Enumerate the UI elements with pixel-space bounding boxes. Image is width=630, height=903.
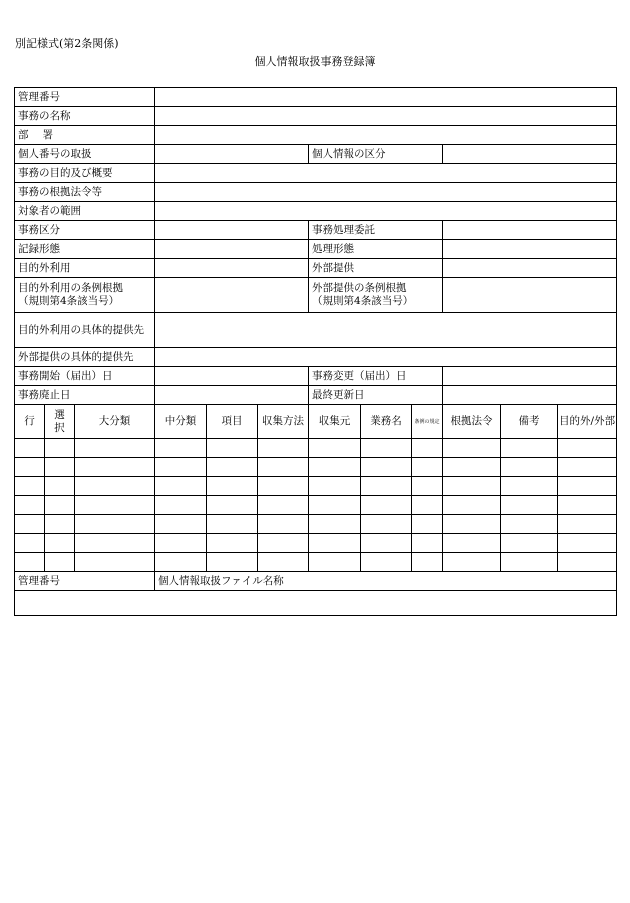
grid-cell[interactable]	[501, 458, 558, 477]
grid-cell[interactable]	[361, 439, 412, 458]
grid-row	[15, 553, 617, 572]
value-non-purpose-basis[interactable]	[155, 278, 309, 313]
value-management-number[interactable]	[155, 88, 617, 107]
grid-body	[15, 439, 617, 572]
grid-cell[interactable]	[309, 496, 361, 515]
row-department	[15, 126, 617, 145]
grid-cell[interactable]	[45, 477, 75, 496]
row-non-purpose-recipients	[15, 313, 617, 348]
label-department	[15, 126, 155, 145]
label-external-recipients: 外部提供の具体的提供先	[15, 348, 155, 367]
row-task-name	[15, 107, 617, 126]
grid-cell[interactable]	[309, 439, 361, 458]
row-purpose	[15, 164, 617, 183]
label-management-number: 管理番号	[15, 88, 155, 107]
label-task-category: 事務区分	[15, 221, 155, 240]
grid-cell[interactable]	[45, 458, 75, 477]
label-processing-format: 処理形態	[309, 240, 443, 259]
grid-cell[interactable]	[558, 534, 617, 553]
grid-cell[interactable]	[155, 496, 207, 515]
grid-cell[interactable]	[258, 553, 309, 572]
label-non-purpose-basis	[15, 278, 155, 313]
value-target-scope[interactable]	[155, 202, 617, 221]
label-end-date: 事務廃止日	[15, 386, 155, 405]
grid-cell[interactable]	[412, 477, 443, 496]
value-purpose-overview[interactable]	[155, 164, 617, 183]
grid-cell[interactable]	[558, 439, 617, 458]
value-change-date[interactable]	[443, 367, 617, 386]
label-non-purpose-recipients: 目的外利用の具体的提供先	[15, 313, 155, 348]
grid-cell[interactable]	[155, 553, 207, 572]
value-end-date[interactable]	[155, 386, 309, 405]
label-file-name: 個人情報取扱ファイル名称	[155, 572, 617, 591]
value-legal-basis[interactable]	[155, 183, 617, 202]
grid-cell[interactable]	[558, 515, 617, 534]
grid-cell[interactable]	[361, 534, 412, 553]
grid-cell[interactable]	[443, 534, 501, 553]
grid-cell[interactable]	[309, 534, 361, 553]
grid-cell[interactable]	[45, 515, 75, 534]
row-management-number	[15, 88, 617, 107]
grid-cell[interactable]	[361, 477, 412, 496]
grid-cell[interactable]	[155, 477, 207, 496]
grid-cell[interactable]	[75, 534, 155, 553]
value-file-name[interactable]	[15, 591, 617, 616]
grid-cell[interactable]	[309, 477, 361, 496]
grid-cell[interactable]	[155, 439, 207, 458]
label-non-purpose-basis-line2: （規則第4条該当号）	[18, 295, 120, 307]
label-target-scope: 対象者の範囲	[15, 202, 155, 221]
grid-row	[15, 496, 617, 515]
grid-cell[interactable]	[558, 458, 617, 477]
grid-cell[interactable]	[45, 534, 75, 553]
grid-cell[interactable]	[361, 553, 412, 572]
grid-cell[interactable]	[443, 496, 501, 515]
grid-cell[interactable]	[15, 534, 45, 553]
grid-cell[interactable]	[155, 534, 207, 553]
row-target-scope	[15, 202, 617, 221]
grid-row	[15, 458, 617, 477]
row-end-dates	[15, 386, 617, 405]
value-department[interactable]	[155, 126, 617, 145]
label-external-basis-line2: （規則第4条該当号）	[312, 295, 414, 307]
col-header-row: 行	[15, 405, 45, 439]
row-footer-values	[15, 591, 617, 616]
document-title: 個人情報取扱事務登録簿	[254, 55, 376, 68]
grid-cell[interactable]	[15, 553, 45, 572]
label-footer-management-number: 管理番号	[15, 572, 155, 591]
grid-cell[interactable]	[412, 515, 443, 534]
grid-cell[interactable]	[75, 553, 155, 572]
value-non-purpose-use[interactable]	[155, 259, 309, 278]
grid-cell[interactable]	[15, 477, 45, 496]
grid-cell[interactable]	[361, 515, 412, 534]
col-header-item: 項目	[207, 405, 258, 439]
value-start-date[interactable]	[155, 367, 309, 386]
row-record-format	[15, 240, 617, 259]
label-department-part2: 署	[42, 128, 53, 141]
label-external-basis	[309, 278, 443, 313]
label-last-updated: 最終更新日	[309, 386, 443, 405]
row-my-number	[15, 145, 617, 164]
col-header-remarks: 備考	[501, 405, 558, 439]
value-task-name[interactable]	[155, 107, 617, 126]
grid-cell[interactable]	[207, 458, 258, 477]
label-legal-basis: 事務の根拠法令等	[15, 183, 155, 202]
grid-cell[interactable]	[15, 515, 45, 534]
label-non-purpose-basis-line1: 目的外利用の条例根拠	[18, 282, 123, 294]
grid-cell[interactable]	[207, 534, 258, 553]
value-my-number-handling[interactable]	[155, 145, 309, 164]
value-non-purpose-recipients[interactable]	[155, 313, 617, 348]
grid-cell[interactable]	[361, 458, 412, 477]
label-record-format: 記録形態	[15, 240, 155, 259]
row-task-category	[15, 221, 617, 240]
row-footer-labels	[15, 572, 617, 591]
row-external-recipients	[15, 348, 617, 367]
grid-cell[interactable]	[258, 477, 309, 496]
grid-cell[interactable]	[258, 458, 309, 477]
label-my-number-handling: 個人番号の取扱	[15, 145, 155, 164]
value-personal-info-category[interactable]	[443, 145, 617, 164]
grid-row	[15, 477, 617, 496]
label-outsourcing: 事務処理委託	[309, 221, 443, 240]
col-header-major-category: 大分類	[75, 405, 155, 439]
label-personal-info-category: 個人情報の区分	[309, 145, 443, 164]
grid-cell[interactable]	[412, 496, 443, 515]
registration-form-table	[14, 87, 617, 616]
col-header-ordinance-provision: 条例の規定	[412, 405, 443, 439]
grid-header-row	[15, 405, 617, 439]
col-header-business-name: 業務名	[361, 405, 412, 439]
label-purpose-overview: 事務の目的及び概要	[15, 164, 155, 183]
grid-cell[interactable]	[412, 458, 443, 477]
value-external-basis[interactable]	[443, 278, 617, 313]
grid-cell[interactable]	[501, 534, 558, 553]
col-header-non-purpose-external: 目的外/外部	[558, 405, 617, 439]
value-record-format[interactable]	[155, 240, 309, 259]
grid-cell[interactable]	[309, 553, 361, 572]
grid-cell[interactable]	[501, 496, 558, 515]
grid-row	[15, 534, 617, 553]
row-ordinance-basis	[15, 278, 617, 313]
form-reference: 別記様式(第2条関係)	[15, 37, 119, 50]
grid-cell[interactable]	[558, 496, 617, 515]
grid-cell[interactable]	[501, 515, 558, 534]
label-change-date: 事務変更（届出）日	[309, 367, 443, 386]
grid-row	[15, 515, 617, 534]
label-task-name: 事務の名称	[15, 107, 155, 126]
value-processing-format[interactable]	[443, 240, 617, 259]
grid-cell[interactable]	[15, 439, 45, 458]
value-external-recipients[interactable]	[155, 348, 617, 367]
grid-row	[15, 439, 617, 458]
row-dates	[15, 367, 617, 386]
grid-cell[interactable]	[412, 553, 443, 572]
col-header-collection-source: 収集元	[309, 405, 361, 439]
grid-cell[interactable]	[207, 439, 258, 458]
label-external-provision: 外部提供	[309, 259, 443, 278]
grid-cell[interactable]	[309, 458, 361, 477]
grid-cell[interactable]	[45, 496, 75, 515]
value-last-updated[interactable]	[443, 386, 617, 405]
grid-cell[interactable]	[443, 553, 501, 572]
grid-cell[interactable]	[412, 534, 443, 553]
label-non-purpose-use: 目的外利用	[15, 259, 155, 278]
grid-cell[interactable]	[207, 477, 258, 496]
grid-cell[interactable]	[15, 496, 45, 515]
grid-cell[interactable]	[75, 496, 155, 515]
value-external-provision[interactable]	[443, 259, 617, 278]
col-header-collection-method: 収集方法	[258, 405, 309, 439]
col-header-legal-basis: 根拠法令	[443, 405, 501, 439]
grid-cell[interactable]	[75, 439, 155, 458]
grid-cell[interactable]	[443, 458, 501, 477]
grid-cell[interactable]	[412, 439, 443, 458]
grid-cell[interactable]	[558, 477, 617, 496]
grid-cell[interactable]	[155, 458, 207, 477]
grid-cell[interactable]	[501, 439, 558, 458]
grid-cell[interactable]	[258, 439, 309, 458]
label-external-basis-line1: 外部提供の条例根拠	[312, 282, 407, 294]
grid-cell[interactable]	[443, 515, 501, 534]
grid-cell[interactable]	[258, 496, 309, 515]
grid-cell[interactable]	[15, 458, 45, 477]
grid-cell[interactable]	[155, 515, 207, 534]
value-outsourcing[interactable]	[443, 221, 617, 240]
grid-cell[interactable]	[258, 534, 309, 553]
grid-cell[interactable]	[501, 553, 558, 572]
grid-cell[interactable]	[443, 477, 501, 496]
row-non-purpose-use	[15, 259, 617, 278]
grid-cell[interactable]	[309, 515, 361, 534]
grid-cell[interactable]	[75, 458, 155, 477]
grid-cell[interactable]	[558, 553, 617, 572]
grid-cell[interactable]	[207, 496, 258, 515]
grid-cell[interactable]	[207, 553, 258, 572]
value-task-category[interactable]	[155, 221, 309, 240]
grid-cell[interactable]	[45, 553, 75, 572]
label-department-part1: 部	[18, 128, 29, 141]
grid-cell[interactable]	[501, 477, 558, 496]
grid-cell[interactable]	[75, 477, 155, 496]
grid-cell[interactable]	[45, 439, 75, 458]
grid-cell[interactable]	[443, 439, 501, 458]
grid-cell[interactable]	[361, 496, 412, 515]
label-start-date: 事務開始（届出）日	[15, 367, 155, 386]
grid-cell[interactable]	[75, 515, 155, 534]
grid-cell[interactable]	[207, 515, 258, 534]
grid-cell[interactable]	[258, 515, 309, 534]
col-header-select: 選択	[45, 405, 75, 439]
row-legal-basis	[15, 183, 617, 202]
col-header-mid-category: 中分類	[155, 405, 207, 439]
